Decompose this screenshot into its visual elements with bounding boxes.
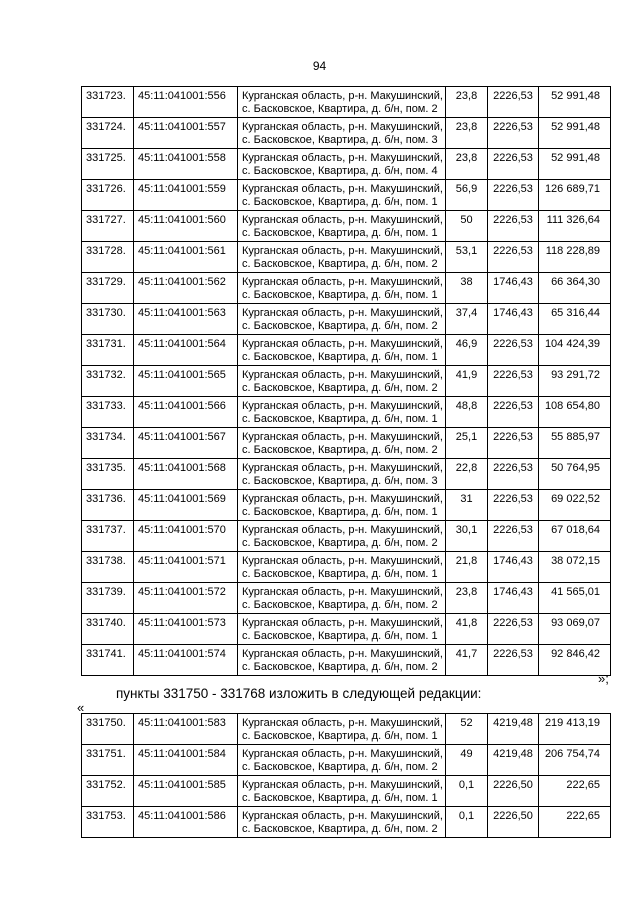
total-value: 41 565,01 xyxy=(539,583,611,614)
address-cell xyxy=(238,149,446,180)
address-line-2: с. Басковское, Квартира, д. б/н, пом. 2 xyxy=(242,822,438,835)
table-row xyxy=(82,211,611,242)
address-line-2: с. Басковское, Квартира, д. б/н, пом. 1 xyxy=(242,195,438,208)
address-line-1: Курганская область, р-н. Макушинский, xyxy=(242,121,443,133)
total-value: 104 424,39 xyxy=(539,335,611,366)
price-value: 2226,50 xyxy=(488,807,539,838)
cadastral-number: 45:11:041001:565 xyxy=(134,366,238,397)
address-cell xyxy=(238,118,446,149)
address-line-2: с. Басковское, Квартира, д. б/н, пом. 2 xyxy=(242,660,438,673)
row-number: 331751. xyxy=(82,745,134,776)
address-line-2: с. Басковское, Квартира, д. б/н, пом. 1 xyxy=(242,412,438,425)
price-value: 1746,43 xyxy=(488,583,539,614)
cadastral-number: 45:11:041001:564 xyxy=(134,335,238,366)
address-line-1: Курганская область, р-н. Макушинский, xyxy=(242,493,443,505)
address-cell xyxy=(238,807,446,838)
row-number: 331729. xyxy=(82,273,134,304)
address-line-1: Курганская область, р-н. Макушинский, xyxy=(242,214,443,226)
cadastral-number: 45:11:041001:583 xyxy=(134,714,238,745)
total-value: 55 885,97 xyxy=(539,428,611,459)
cadastral-number: 45:11:041001:561 xyxy=(134,242,238,273)
closing-quote: »; xyxy=(598,671,609,686)
cadastral-number: 45:11:041001:573 xyxy=(134,614,238,645)
area-value: 23,8 xyxy=(446,583,488,614)
area-value: 41,7 xyxy=(446,645,488,676)
amended-property-table xyxy=(81,713,611,838)
cadastral-number: 45:11:041001:571 xyxy=(134,552,238,583)
address-line-2: с. Басковское, Квартира, д. б/н, пом. 1 xyxy=(242,567,438,580)
table-row xyxy=(82,304,611,335)
area-value: 22,8 xyxy=(446,459,488,490)
address-cell xyxy=(238,552,446,583)
property-table-body xyxy=(82,87,611,676)
price-value: 2226,53 xyxy=(488,335,539,366)
table-row xyxy=(82,490,611,521)
address-line-1: Курганская область, р-н. Макушинский, xyxy=(242,779,443,791)
address-line-2: с. Басковское, Квартира, д. б/н, пом. 2 xyxy=(242,319,438,332)
address-line-2: с. Басковское, Квартира, д. б/н, пом. 2 xyxy=(242,381,438,394)
total-value: 126 689,71 xyxy=(539,180,611,211)
area-value: 23,8 xyxy=(446,149,488,180)
area-value: 21,8 xyxy=(446,552,488,583)
price-value: 2226,53 xyxy=(488,614,539,645)
table-row xyxy=(82,614,611,645)
total-value: 93 069,07 xyxy=(539,614,611,645)
total-value: 52 991,48 xyxy=(539,118,611,149)
total-value: 66 364,30 xyxy=(539,273,611,304)
address-cell xyxy=(238,459,446,490)
row-number: 331753. xyxy=(82,807,134,838)
total-value: 118 228,89 xyxy=(539,242,611,273)
address-line-2: с. Басковское, Квартира, д. б/н, пом. 1 xyxy=(242,629,438,642)
table-row xyxy=(82,118,611,149)
property-table xyxy=(81,86,611,676)
area-value: 0,1 xyxy=(446,776,488,807)
address-line-1: Курганская область, р-н. Макушинский, xyxy=(242,810,443,822)
price-value: 2226,53 xyxy=(488,180,539,211)
table-row xyxy=(82,149,611,180)
price-value: 2226,53 xyxy=(488,459,539,490)
table-row xyxy=(82,521,611,552)
address-cell xyxy=(238,273,446,304)
table-row xyxy=(82,335,611,366)
address-cell xyxy=(238,490,446,521)
table-row xyxy=(82,87,611,118)
cadastral-number: 45:11:041001:568 xyxy=(134,459,238,490)
area-value: 52 xyxy=(446,714,488,745)
address-line-2: с. Басковское, Квартира, д. б/н, пом. 2 xyxy=(242,598,438,611)
total-value: 67 018,64 xyxy=(539,521,611,552)
address-cell xyxy=(238,87,446,118)
area-value: 50 xyxy=(446,211,488,242)
row-number: 331735. xyxy=(82,459,134,490)
address-line-2: с. Басковское, Квартира, д. б/н, пом. 2 xyxy=(242,102,438,115)
cadastral-number: 45:11:041001:563 xyxy=(134,304,238,335)
total-value: 108 654,80 xyxy=(539,397,611,428)
price-value: 2226,53 xyxy=(488,87,539,118)
address-cell xyxy=(238,614,446,645)
area-value: 41,9 xyxy=(446,366,488,397)
area-value: 23,8 xyxy=(446,87,488,118)
address-line-1: Курганская область, р-н. Макушинский, xyxy=(242,183,443,195)
amended-table-body xyxy=(82,714,611,838)
table-row xyxy=(82,745,611,776)
table-row xyxy=(82,583,611,614)
address-cell xyxy=(238,745,446,776)
address-line-2: с. Басковское, Квартира, д. б/н, пом. 2 xyxy=(242,257,438,270)
address-cell xyxy=(238,714,446,745)
row-number: 331752. xyxy=(82,776,134,807)
table-row xyxy=(82,552,611,583)
amendment-instruction: пункты 331750 - 331768 изложить в следующей редакции: xyxy=(116,686,482,701)
row-number: 331724. xyxy=(82,118,134,149)
total-value: 65 316,44 xyxy=(539,304,611,335)
table-row xyxy=(82,273,611,304)
row-number: 331734. xyxy=(82,428,134,459)
row-number: 331738. xyxy=(82,552,134,583)
total-value: 52 991,48 xyxy=(539,149,611,180)
address-cell xyxy=(238,242,446,273)
total-value: 111 326,64 xyxy=(539,211,611,242)
price-value: 2226,53 xyxy=(488,211,539,242)
area-value: 31 xyxy=(446,490,488,521)
address-line-1: Курганская область, р-н. Макушинский, xyxy=(242,307,443,319)
cadastral-number: 45:11:041001:572 xyxy=(134,583,238,614)
cadastral-number: 45:11:041001:569 xyxy=(134,490,238,521)
cadastral-number: 45:11:041001:567 xyxy=(134,428,238,459)
area-value: 46,9 xyxy=(446,335,488,366)
row-number: 331736. xyxy=(82,490,134,521)
address-line-2: с. Басковское, Квартира, д. б/н, пом. 1 xyxy=(242,288,438,301)
row-number: 331733. xyxy=(82,397,134,428)
address-line-2: с. Басковское, Квартира, д. б/н, пом. 3 xyxy=(242,133,438,146)
address-line-1: Курганская область, р-н. Макушинский, xyxy=(242,245,443,257)
address-line-1: Курганская область, р-н. Макушинский, xyxy=(242,648,443,660)
address-line-1: Курганская область, р-н. Макушинский, xyxy=(242,524,443,536)
address-cell xyxy=(238,776,446,807)
total-value: 222,65 xyxy=(539,776,611,807)
area-value: 48,8 xyxy=(446,397,488,428)
price-value: 2226,53 xyxy=(488,149,539,180)
price-value: 1746,43 xyxy=(488,273,539,304)
table-row xyxy=(82,459,611,490)
address-line-1: Курганская область, р-н. Макушинский, xyxy=(242,276,443,288)
area-value: 30,1 xyxy=(446,521,488,552)
address-line-1: Курганская область, р-н. Макушинский, xyxy=(242,617,443,629)
price-value: 2226,53 xyxy=(488,397,539,428)
address-line-1: Курганская область, р-н. Макушинский, xyxy=(242,717,443,729)
address-cell xyxy=(238,397,446,428)
area-value: 38 xyxy=(446,273,488,304)
cadastral-number: 45:11:041001:570 xyxy=(134,521,238,552)
address-line-2: с. Басковское, Квартира, д. б/н, пом. 1 xyxy=(242,791,438,804)
table-row xyxy=(82,714,611,745)
cadastral-number: 45:11:041001:586 xyxy=(134,807,238,838)
total-value: 38 072,15 xyxy=(539,552,611,583)
row-number: 331750. xyxy=(82,714,134,745)
price-value: 2226,53 xyxy=(488,490,539,521)
total-value: 206 754,74 xyxy=(539,745,611,776)
address-cell xyxy=(238,366,446,397)
cadastral-number: 45:11:041001:558 xyxy=(134,149,238,180)
table-row xyxy=(82,366,611,397)
price-value: 2226,50 xyxy=(488,776,539,807)
area-value: 56,9 xyxy=(446,180,488,211)
row-number: 331723. xyxy=(82,87,134,118)
price-value: 1746,43 xyxy=(488,552,539,583)
price-value: 2226,53 xyxy=(488,521,539,552)
address-line-1: Курганская область, р-н. Макушинский, xyxy=(242,369,443,381)
row-number: 331730. xyxy=(82,304,134,335)
row-number: 331741. xyxy=(82,645,134,676)
row-number: 331727. xyxy=(82,211,134,242)
table-row xyxy=(82,428,611,459)
row-number: 331731. xyxy=(82,335,134,366)
table-row xyxy=(82,242,611,273)
area-value: 37,4 xyxy=(446,304,488,335)
page-number: 94 xyxy=(312,59,327,73)
cadastral-number: 45:11:041001:585 xyxy=(134,776,238,807)
address-cell xyxy=(238,211,446,242)
cadastral-number: 45:11:041001:584 xyxy=(134,745,238,776)
area-value: 49 xyxy=(446,745,488,776)
address-line-1: Курганская область, р-н. Макушинский, xyxy=(242,90,443,102)
total-value: 222,65 xyxy=(539,807,611,838)
row-number: 331732. xyxy=(82,366,134,397)
address-cell xyxy=(238,645,446,676)
total-value: 50 764,95 xyxy=(539,459,611,490)
address-line-2: с. Басковское, Квартира, д. б/н, пом. 2 xyxy=(242,760,438,773)
table-row xyxy=(82,180,611,211)
total-value: 52 991,48 xyxy=(539,87,611,118)
address-line-1: Курганская область, р-н. Макушинский, xyxy=(242,431,443,443)
address-cell xyxy=(238,521,446,552)
price-value: 2226,53 xyxy=(488,366,539,397)
area-value: 53,1 xyxy=(446,242,488,273)
address-cell xyxy=(238,304,446,335)
address-line-1: Курганская область, р-н. Макушинский, xyxy=(242,400,443,412)
address-cell xyxy=(238,180,446,211)
address-cell xyxy=(238,428,446,459)
price-value: 2226,53 xyxy=(488,428,539,459)
cadastral-number: 45:11:041001:560 xyxy=(134,211,238,242)
total-value: 92 846,42 xyxy=(539,645,611,676)
address-line-1: Курганская область, р-н. Макушинский, xyxy=(242,462,443,474)
address-line-2: с. Басковское, Квартира, д. б/н, пом. 1 xyxy=(242,226,438,239)
total-value: 93 291,72 xyxy=(539,366,611,397)
cadastral-number: 45:11:041001:566 xyxy=(134,397,238,428)
table-row xyxy=(82,807,611,838)
cadastral-number: 45:11:041001:562 xyxy=(134,273,238,304)
row-number: 331737. xyxy=(82,521,134,552)
row-number: 331726. xyxy=(82,180,134,211)
cadastral-number: 45:11:041001:556 xyxy=(134,87,238,118)
area-value: 23,8 xyxy=(446,118,488,149)
address-line-2: с. Басковское, Квартира, д. б/н, пом. 3 xyxy=(242,474,438,487)
area-value: 25,1 xyxy=(446,428,488,459)
address-line-1: Курганская область, р-н. Макушинский, xyxy=(242,586,443,598)
address-line-1: Курганская область, р-н. Макушинский, xyxy=(242,338,443,350)
address-cell xyxy=(238,335,446,366)
total-value: 219 413,19 xyxy=(539,714,611,745)
price-value: 2226,53 xyxy=(488,118,539,149)
address-line-1: Курганская область, р-н. Макушинский, xyxy=(242,555,443,567)
address-line-2: с. Басковское, Квартира, д. б/н, пом. 2 xyxy=(242,443,438,456)
row-number: 331728. xyxy=(82,242,134,273)
cadastral-number: 45:11:041001:557 xyxy=(134,118,238,149)
price-value: 4219,48 xyxy=(488,745,539,776)
address-line-2: с. Басковское, Квартира, д. б/н, пом. 1 xyxy=(242,350,438,363)
row-number: 331725. xyxy=(82,149,134,180)
address-cell xyxy=(238,583,446,614)
price-value: 2226,53 xyxy=(488,242,539,273)
price-value: 2226,53 xyxy=(488,645,539,676)
address-line-2: с. Басковское, Квартира, д. б/н, пом. 1 xyxy=(242,729,438,742)
table-row xyxy=(82,776,611,807)
area-value: 41,8 xyxy=(446,614,488,645)
address-line-2: с. Басковское, Квартира, д. б/н, пом. 1 xyxy=(242,505,438,518)
opening-quote: « xyxy=(77,700,85,715)
address-line-1: Курганская область, р-н. Макушинский, xyxy=(242,748,443,760)
address-line-2: с. Басковское, Квартира, д. б/н, пом. 2 xyxy=(242,536,438,549)
table-row xyxy=(82,397,611,428)
address-line-1: Курганская область, р-н. Макушинский, xyxy=(242,152,443,164)
price-value: 4219,48 xyxy=(488,714,539,745)
area-value: 0,1 xyxy=(446,807,488,838)
table-row xyxy=(82,645,611,676)
total-value: 69 022,52 xyxy=(539,490,611,521)
cadastral-number: 45:11:041001:574 xyxy=(134,645,238,676)
row-number: 331739. xyxy=(82,583,134,614)
price-value: 1746,43 xyxy=(488,304,539,335)
row-number: 331740. xyxy=(82,614,134,645)
cadastral-number: 45:11:041001:559 xyxy=(134,180,238,211)
address-line-2: с. Басковское, Квартира, д. б/н, пом. 4 xyxy=(242,164,438,177)
